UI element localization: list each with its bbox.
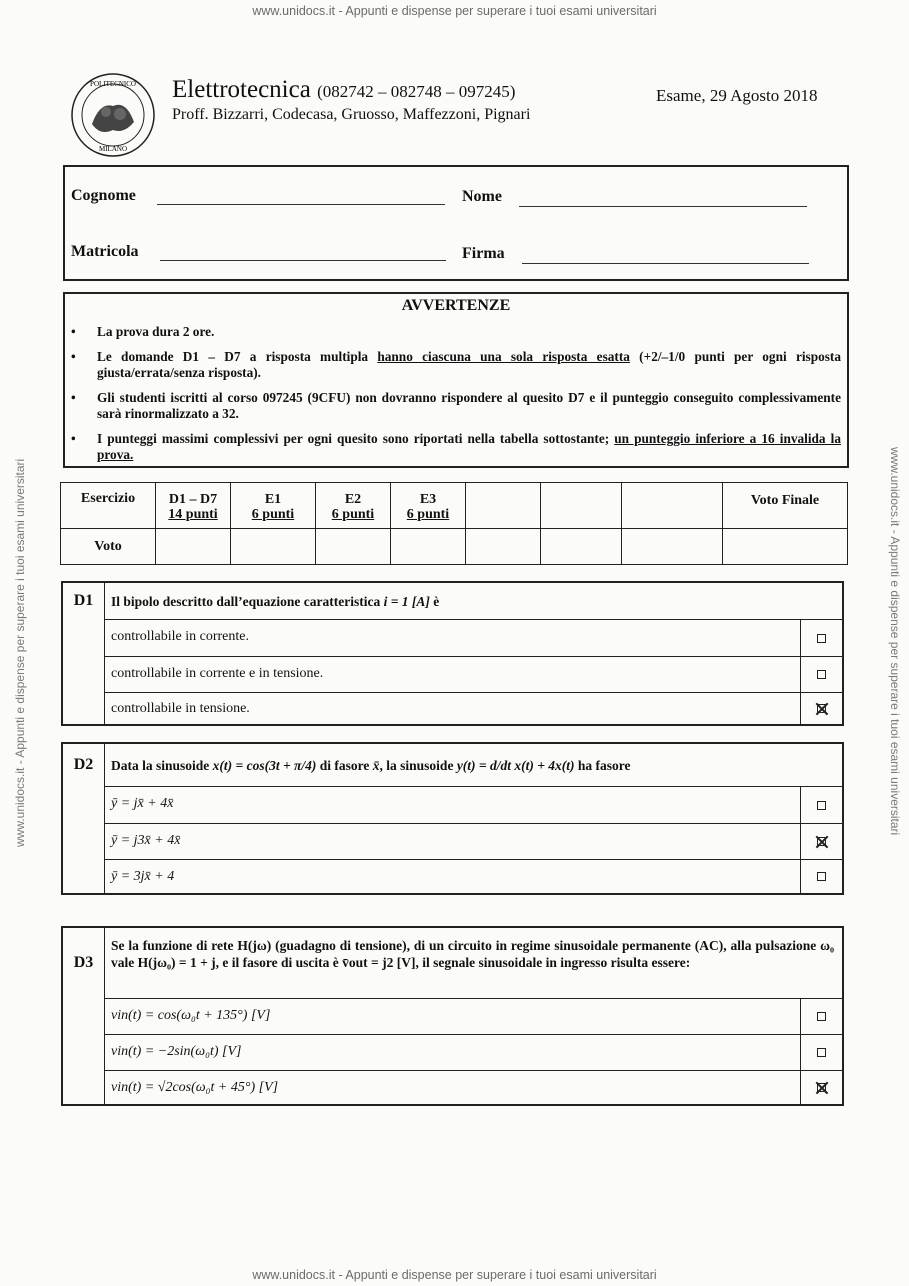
voto-cell[interactable] <box>231 529 316 565</box>
checkbox-cell <box>800 1071 842 1104</box>
voto-finale-header: Voto Finale <box>723 483 848 529</box>
exam-date: Esame, 29 Agosto 2018 <box>656 86 818 105</box>
watermark-left: www.unidocs.it - Appunti e dispense per superare i tuoi esami universitari <box>13 458 27 847</box>
answer-option[interactable] <box>105 619 842 656</box>
voto-cell[interactable] <box>156 529 231 565</box>
checkbox-cell <box>800 1035 842 1070</box>
course-codes: (082742 – 082748 – 097245) <box>317 82 516 101</box>
question-text: Data la sinusoide x(t) = cos(3t + π/4) di fasore x̄, la sinusoide y(t) = d/dt x(t) + 4x(t) ha fasore <box>111 758 631 773</box>
empty-header <box>622 483 723 529</box>
question-d2 <box>61 742 844 895</box>
checkbox-cell <box>800 657 842 692</box>
firma-field[interactable] <box>522 263 809 264</box>
warning-item: • Le domande D1 – D7 a risposta multipla hanno ciascuna una sola risposta esatta (+2/–1/0 punti per ogni risposta giusta/errata/senza risposta). <box>71 349 841 381</box>
option-text: vin(t) = −2sin(ω₀t) [V] <box>111 1044 242 1059</box>
professors: Proff. Bizzarri, Codecasa, Gruosso, Maffezzoni, Pignari <box>172 106 531 123</box>
empty-header <box>466 483 541 529</box>
option-checkbox[interactable] <box>817 670 826 679</box>
question-d3 <box>61 926 844 1106</box>
score-col-header: E3 6 punti <box>391 483 466 529</box>
matricola-label: Matricola <box>71 243 139 260</box>
option-checkbox-checked[interactable] <box>817 837 826 846</box>
checkbox-cell <box>800 999 842 1034</box>
score-col-header: E2 6 punti <box>316 483 391 529</box>
option-checkbox[interactable] <box>817 1012 826 1021</box>
voto-label: Voto <box>61 529 156 565</box>
score-col-header: E1 6 punti <box>231 483 316 529</box>
answer-option[interactable] <box>105 859 842 893</box>
checkbox-cell <box>800 620 842 656</box>
student-info-box <box>63 165 849 281</box>
voto-cell[interactable] <box>316 529 391 565</box>
voto-finale-cell[interactable] <box>723 529 848 565</box>
question-d1 <box>61 581 844 726</box>
logo-text-bottom: MILANO <box>99 145 127 153</box>
score-col-header: D1 – D7 14 punti <box>156 483 231 529</box>
warnings-title: AVVERTENZE <box>401 297 511 314</box>
watermark-right: www.unidocs.it - Appunti e dispense per superare i tuoi esami universitari <box>888 447 902 836</box>
politecnico-logo <box>70 72 156 158</box>
voto-cell[interactable] <box>466 529 541 565</box>
matricola-field[interactable] <box>160 260 446 261</box>
question-number: D1 <box>63 583 105 619</box>
question-text: Se la funzione di rete H(jω) (guadagno di tensione), di un circuito in regime sinusoidale permanente (AC), alla pulsazione ω₀ vale H(jω₀) = 1 + j, e il fasore di uscita è v̄out = j2 [V], il segnale sinusoidale in ingresso risulta essere: <box>111 938 834 970</box>
answer-option[interactable] <box>105 692 842 724</box>
answer-option[interactable] <box>105 1034 842 1070</box>
option-text: vin(t) = √2cos(ω₀t + 45°) [V] <box>111 1080 279 1095</box>
warnings-list <box>71 324 841 472</box>
number-column <box>63 619 105 724</box>
option-checkbox[interactable] <box>817 634 826 643</box>
option-checkbox-checked[interactable] <box>817 1083 826 1092</box>
option-checkbox[interactable] <box>817 801 826 810</box>
option-checkbox-checked[interactable] <box>817 704 826 713</box>
option-text: ȳ = 3jx̄ + 4 <box>111 869 175 884</box>
option-text: controllabile in corrente e in tensione. <box>111 666 324 681</box>
answer-option[interactable] <box>105 656 842 692</box>
esercizio-header: Esercizio <box>61 483 156 529</box>
option-text: ȳ = j3x̄ + 4x̄ <box>111 833 181 848</box>
course-title <box>172 76 515 104</box>
cognome-label: Cognome <box>71 187 136 204</box>
checkbox-cell <box>800 824 842 859</box>
option-checkbox[interactable] <box>817 1048 826 1057</box>
question-text: Il bipolo descritto dall’equazione caratteristica i = 1 [A] è <box>111 594 440 609</box>
voto-cell[interactable] <box>541 529 622 565</box>
option-text: controllabile in corrente. <box>111 629 249 644</box>
warning-item: • I punteggi massimi complessivi per ogni quesito sono riportati nella tabella sottostante; un punteggio inferiore a 16 invalida la prova. <box>71 431 841 463</box>
option-text: vin(t) = cos(ω₀t + 135°) [V] <box>111 1008 271 1023</box>
option-text: ȳ = jx̄ + 4x̄ <box>111 796 174 811</box>
nome-field[interactable] <box>519 206 807 207</box>
question-number: D2 <box>63 744 105 786</box>
checkbox-cell <box>800 860 842 893</box>
score-table <box>60 482 848 565</box>
answer-option[interactable] <box>105 786 842 823</box>
warnings-box <box>63 292 849 468</box>
number-column <box>63 786 105 893</box>
checkbox-cell <box>800 693 842 724</box>
option-checkbox[interactable] <box>817 872 826 881</box>
answer-option[interactable] <box>105 998 842 1034</box>
firma-label: Firma <box>462 245 505 262</box>
question-number: D3 <box>63 928 105 998</box>
nome-label: Nome <box>462 188 502 205</box>
voto-cell[interactable] <box>622 529 723 565</box>
watermark-bottom: www.unidocs.it - Appunti e dispense per superare i tuoi esami universitari <box>252 1268 657 1282</box>
number-column <box>63 998 105 1104</box>
warning-item: • Gli studenti iscritti al corso 097245 (9CFU) non dovranno rispondere al quesito D7 e il punteggio conseguito complessivamente sarà rinormalizzato a 32. <box>71 390 841 422</box>
cognome-field[interactable] <box>157 204 445 205</box>
warning-item: • La prova dura 2 ore. <box>71 324 841 340</box>
voto-cell[interactable] <box>391 529 466 565</box>
option-text: controllabile in tensione. <box>111 701 250 716</box>
course-name: Elettrotecnica <box>172 76 311 103</box>
watermark-top: www.unidocs.it - Appunti e dispense per superare i tuoi esami universitari <box>252 4 657 18</box>
checkbox-cell <box>800 787 842 823</box>
logo-text-top: POLITECNICO <box>90 80 136 88</box>
empty-header <box>541 483 622 529</box>
answer-option[interactable] <box>105 1070 842 1104</box>
answer-option[interactable] <box>105 823 842 859</box>
